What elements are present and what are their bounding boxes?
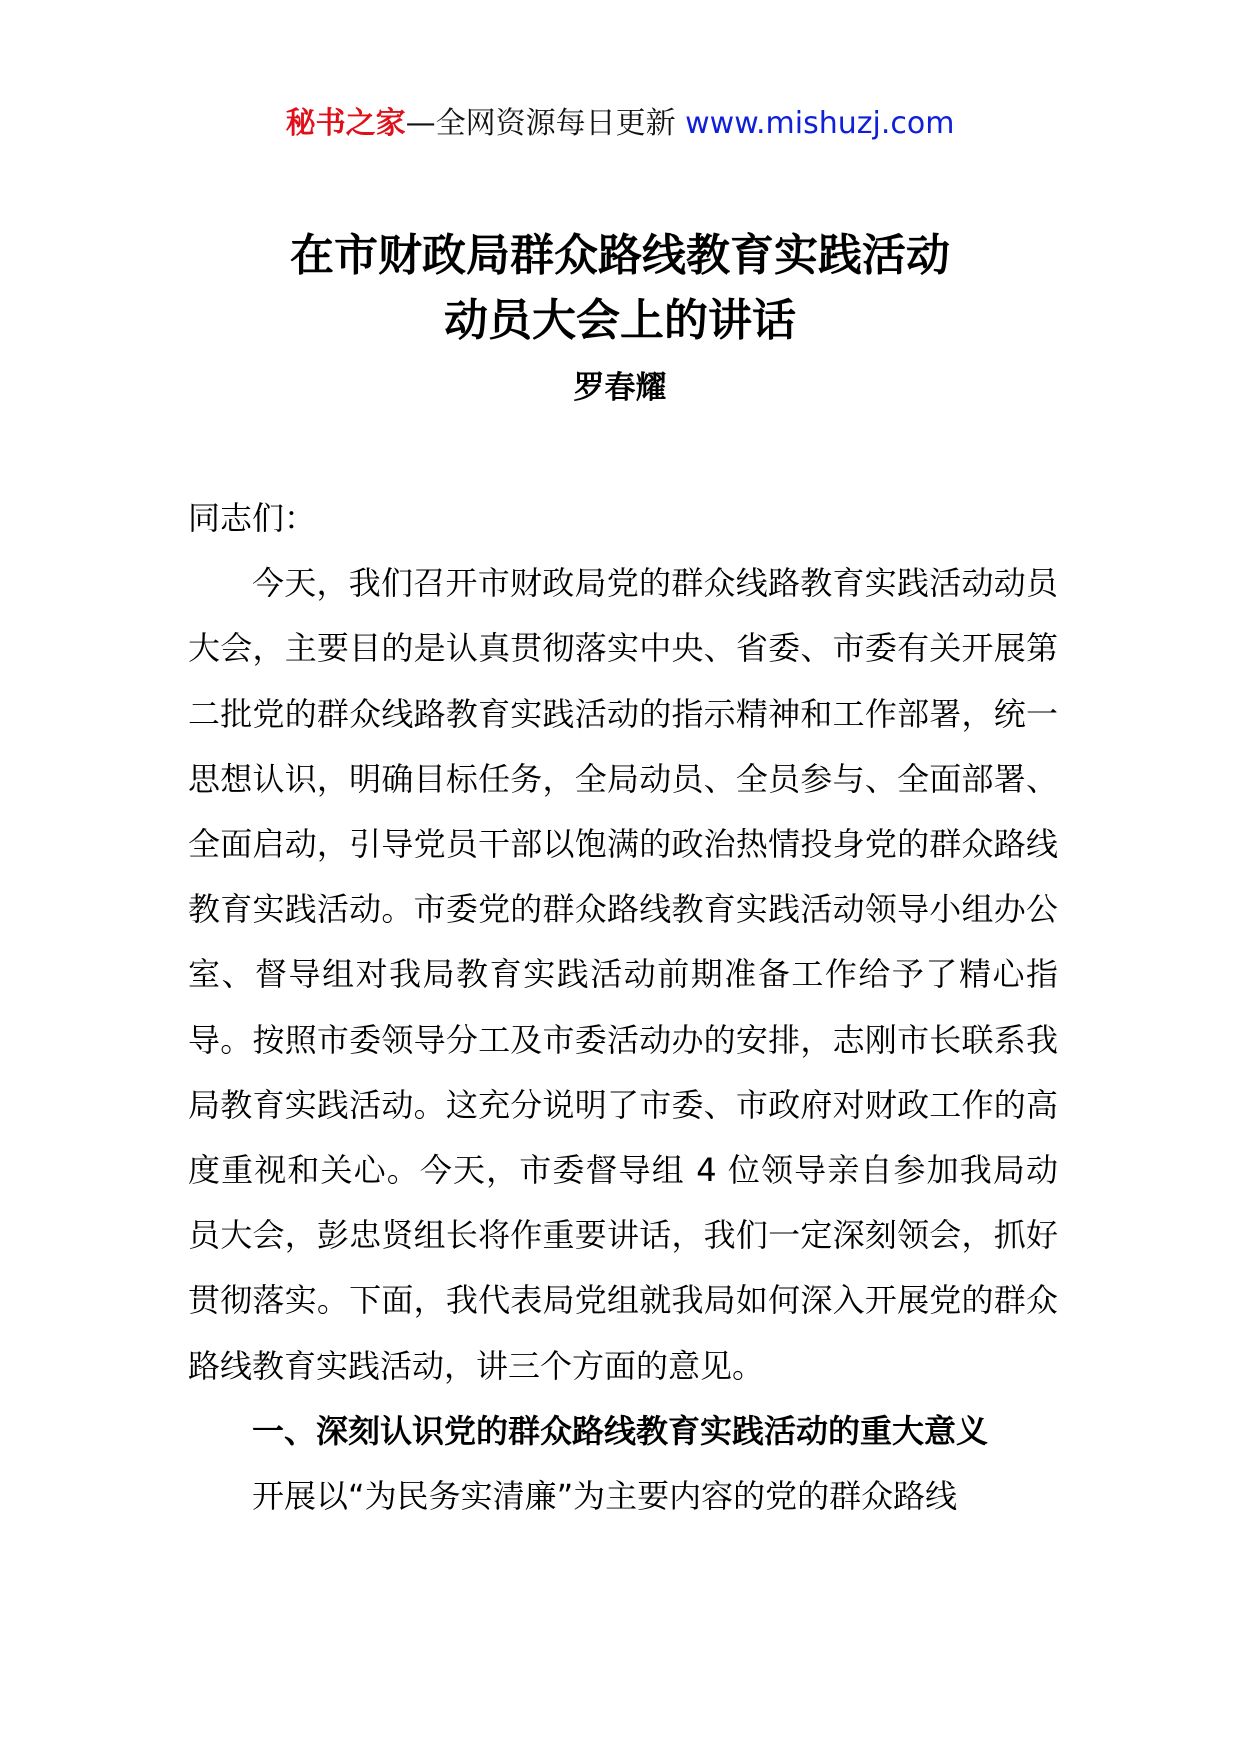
document-author: 罗春耀 bbox=[573, 370, 667, 406]
document-title-line-2: 动员大会上的讲话 bbox=[444, 295, 796, 346]
document-body bbox=[188, 486, 1058, 1529]
site-brand: 秘书之家 bbox=[285, 106, 406, 141]
body-paragraph-2: 开展以“为民务实清廉”为主要内容的党的群众路线 bbox=[252, 1477, 958, 1516]
site-header bbox=[0, 102, 1240, 146]
document-title-line-1: 在市财政局群众路线教育实践活动 bbox=[290, 230, 950, 281]
section-heading-1: 一、深刻认识党的群众路线教育实践活动的重大意义 bbox=[252, 1411, 989, 1450]
site-tagline: —全网资源每日更新 bbox=[405, 106, 686, 141]
site-url-link[interactable]: www.mishuzj.com bbox=[685, 106, 955, 141]
greeting: 同志们： bbox=[188, 499, 317, 537]
body-paragraph-1: 今天，我们召开市财政局党的群众线路教育实践活动动员大会，主要目的是认真贯彻落实中央、省委、市委有关开展第二批党的群众线路教育实践活动的指示精神和工作部署，统一思想认识，明确目标任务，全局动员、全员参与、全面部署、全面启动，引导党员干部以饱满的政治热情投身党的群众路线教育实践活动。市委党的群众路线教育实践活动领导小组办公室、督导组对我局教育实践活动前期准备工作给予了精心指导。按照市委领导分工及市委活动办的安排，志刚市长联系我局教育实践活动。这充分说明了市委、市政府对财政工作的高度重视和关心。今天，市委督导组 4 位领导亲自参加我局动员大会，彭忠贤组长将作重要讲话，我们一定深刻领会，抓好贯彻落实。下面，我代表局党组就我局如何深入开展党的群众路线教育实践活动，讲三个方面的意见。 bbox=[188, 564, 1058, 1385]
